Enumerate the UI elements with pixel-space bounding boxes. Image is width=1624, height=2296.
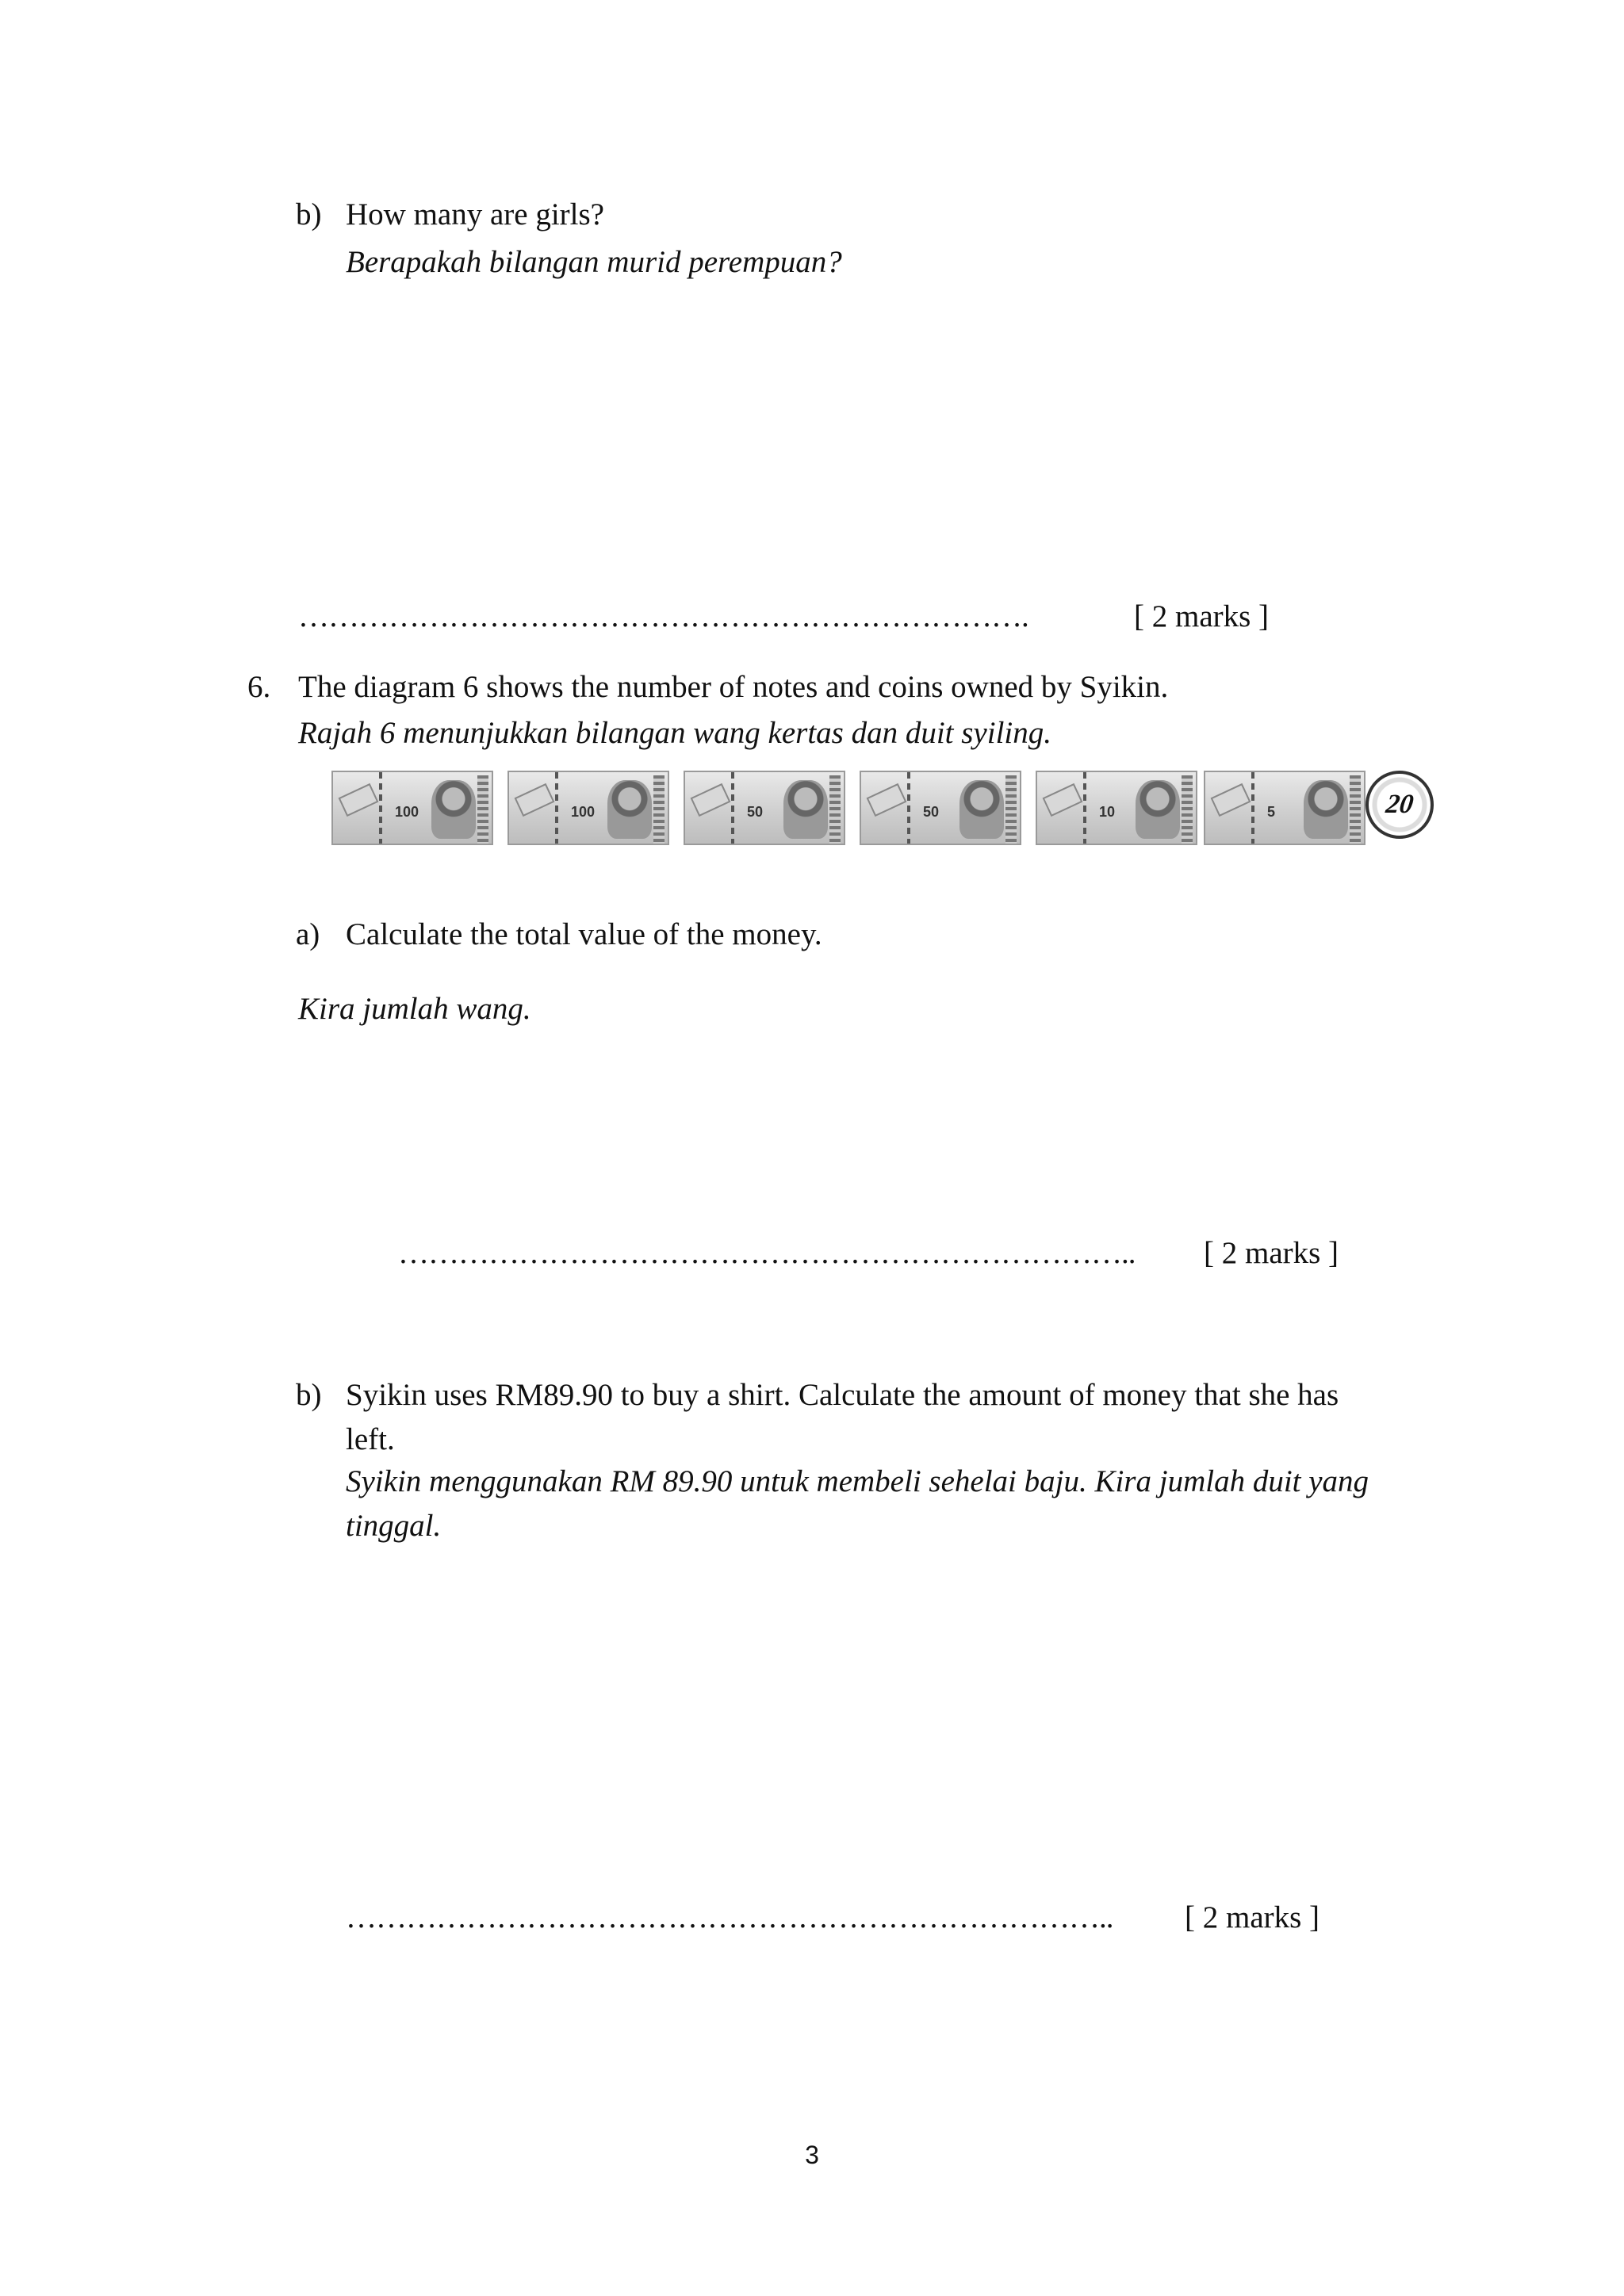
coin-20-sen: 20 bbox=[1365, 771, 1434, 839]
banknote-rm50-1: 50 bbox=[684, 771, 845, 845]
q6b-question-en-line1: Syikin uses RM89.90 to buy a shirt. Calculate the amount of money that she has bbox=[346, 1378, 1339, 1412]
q5b-marks: [ 2 marks ] bbox=[1134, 599, 1270, 633]
banknote-rm100-2: 100 bbox=[508, 771, 669, 845]
q6a-answer-dots: ……………………………………………………………….. bbox=[398, 1236, 1136, 1270]
q6a-question-ms: Kira jumlah wang. bbox=[298, 992, 531, 1026]
q6a-question-en: Calculate the total value of the money. bbox=[346, 917, 822, 951]
banknote-rm100-1: 100 bbox=[331, 771, 493, 845]
portrait-icon bbox=[1136, 780, 1180, 839]
page-number: 3 bbox=[805, 2141, 819, 2169]
banknote-rm50-2: 50 bbox=[860, 771, 1021, 845]
q5b-question-ms: Berapakah bilangan murid perempuan? bbox=[346, 245, 842, 279]
q6b-question-en-line2: left. bbox=[346, 1422, 395, 1456]
q5b-label: b) bbox=[296, 197, 322, 232]
q6b-question-ms-line2: tinggal. bbox=[346, 1509, 442, 1543]
q6b-answer-line bbox=[346, 1896, 1320, 1939]
q6b-label: b) bbox=[296, 1378, 322, 1412]
money-diagram bbox=[331, 764, 1442, 851]
q6a-marks: [ 2 marks ] bbox=[1204, 1236, 1339, 1270]
q6b-marks: [ 2 marks ] bbox=[1185, 1900, 1320, 1934]
portrait-icon bbox=[783, 780, 828, 839]
q6-number: 6. bbox=[247, 670, 271, 704]
portrait-icon bbox=[431, 780, 476, 839]
portrait-icon bbox=[959, 780, 1004, 839]
q6-question-ms: Rajah 6 menunjukkan bilangan wang kertas dan duit syiling. bbox=[298, 716, 1051, 750]
q6a-answer-line bbox=[398, 1232, 1339, 1275]
q6-question-en: The diagram 6 shows the number of notes and coins owned by Syikin. bbox=[298, 670, 1169, 704]
q6b-answer-dots: ………………………………………………………………….. bbox=[346, 1900, 1113, 1934]
portrait-icon bbox=[1304, 780, 1348, 839]
banknote-rm5: 5 bbox=[1204, 771, 1365, 845]
q5b-answer-dots: ………………………………………………………………. bbox=[298, 599, 1028, 633]
banknote-rm10: 10 bbox=[1036, 771, 1197, 845]
q6a-label: a) bbox=[296, 917, 320, 951]
portrait-icon bbox=[607, 780, 652, 839]
q6b-question-ms-line1: Syikin menggunakan RM 89.90 untuk membeli sehelai baju. Kira jumlah duit yang bbox=[346, 1464, 1369, 1498]
q5b-question-en: How many are girls? bbox=[346, 197, 604, 232]
q5b-answer-line bbox=[298, 595, 1269, 638]
